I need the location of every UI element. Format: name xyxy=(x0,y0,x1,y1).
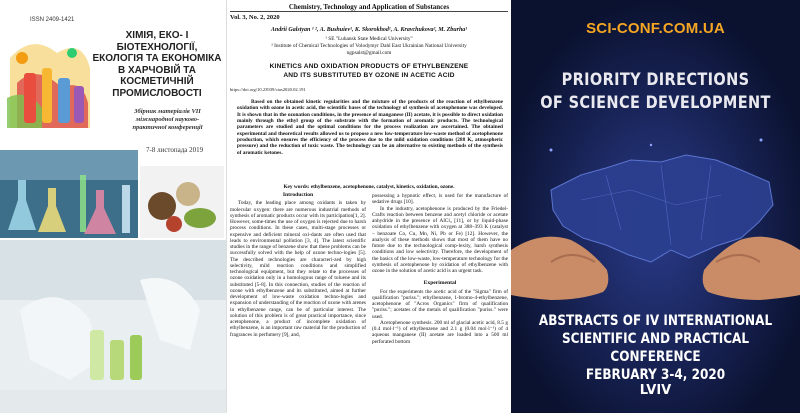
author-email: ngpsalst@gmail.com xyxy=(346,50,392,56)
headline-line-2: OF SCIENCE DEVELOPMENT xyxy=(540,93,771,112)
subtitle-line-3: FEBRUARY 3-4, 2020 xyxy=(585,367,726,383)
left-column xyxy=(230,190,366,338)
experimental-para-1: For the experiments the acetic acid of the "Sigma" firm of qualification "puriss."; ethylbenzene, 1-bromo-4-ethylbenzene, acetophenone of "Acros Organics" firm of qualification "puriss."; acetates of the metals of qualification "puriss." were used. xyxy=(372,288,508,320)
cover-issn: ISSN 2409-1421 xyxy=(30,17,75,23)
right-column-para-2: In the industry, acetophenone is produced by the Friedel-Crafts reaction between benzene and acetyl chloride or acetate anhydride in the presence of AlCl₃ [11], or by liquid-phase oxidation of ethylbenzene with oxygen at 388–393 K (catalyst – benzoate Co, Cu, Mn, Ni, Pb or Fe) [12]. However, the analysis of these methods shows that most of them have no future due to the technological comp-lexity, harsh synthesis conditions and low selectivity. Therefore, the development of the basics of the low-waste, low-temperature technology for the synthesis of acetophenone by oxidation of ethylbenzene with ozone in the solution of acetic acid is an urgent task. xyxy=(372,205,508,274)
cover-date: 7-8 листопада 2019 xyxy=(146,146,204,154)
article-authors: Andrii Galstyan ¹ ², A. Bushuiev¹, K. Skorokhod¹, A. Kravchukova², M. Zburha¹ xyxy=(270,27,468,33)
subtitle-line-1: ABSTRACTS OF IV INTERNATIONAL xyxy=(538,313,773,329)
subtitle-line-2: SCIENTIFIC AND PRACTICAL CONFERENCE xyxy=(561,331,750,365)
header-rule xyxy=(230,11,508,12)
article-title xyxy=(237,62,501,80)
conference-poster xyxy=(511,0,800,413)
introduction-text: Today, the leading place among oxidants is taken by molecular oxygen: there are numerous industrial methods of synthesis of aromatic products occur with its participation[1, 2]. However, some-times the use of oxygen is rejected due to harsh process conditions. In these cases, multi-stage processes or expensive and deficient mineral oxi-dants are often used that leads to environmental pollution [3, 4]. The latest scientific studies in the range of benzene show that these problems can be successfully solved with the help of ozone techno-logies [5]. The described technologies are characteri-zed by high selectivity, mild reaction conditions and simplified technological equipment, but they relate to the processes of ozone oxidation only in a homologous range of toluene and its substituted [5-8]. In this connection, studies of the reaction of ozone with ethylbenzene and its substituted, aimed at further development of low-waste oxidation techno-logies and expansion of understanding of the reaction of ozone with arenes in ethylbenzene range, can be of particular interest. The solution of this problem is of great practical importance, since acetophenone, a product of incomplete oxidation of ethylbenzene, is an important raw material for the production of fragrances in perfumery [9], and, xyxy=(230,200,366,338)
introduction-heading: Introduction xyxy=(282,192,314,198)
article-title-line-2: AND ITS SUBSTITUTED BY OZONE IN ACETIC ACID xyxy=(283,72,455,79)
cover-subtitle: Збірник матеріалів VII міжнародної науково-практичної конференції xyxy=(132,108,203,131)
article-title-line-1: KINETICS AND OXIDATION PRODUCTS OF ETHYLBENZENE xyxy=(269,63,469,70)
hands-lab-image xyxy=(0,240,226,413)
right-column xyxy=(372,193,508,345)
site-url: SCI-CONF.COM.UA xyxy=(586,20,725,37)
vegetables-image xyxy=(140,166,224,238)
abstract-text: Based on the obtained kinetic regularities and the mixture of the products of the reaction of ethylbenzene oxidation with ozone in acetic acid, the scientific bases of the technology of synthesis of acetophenone was developed. It is shown that in the ozonation conditions, in the presence of manganese (II) acetate, it is possible to direct oxidation mainly through the ethyl group of the substrate with the formation of aromatic products. The technological parameters are studied and the optimal conditions for the process realization are ascertained. The obtained experimental and theoretical results allowed us to propose a new low-temperature low-waste method of acetophenone production, which ensures the efficiency of the process due to the mild oxidation conditions (288 K, atmospheric pressure) and the reduction of toxic waste. The technology can be an alternative to existing methods of the synthesis of aromatic ketones. xyxy=(237,99,503,156)
keywords: Key words: ethylbenzene, acetophenone, catalyst, kinetics, oxidation, ozone. xyxy=(283,184,455,190)
experimental-heading: Experimental xyxy=(423,280,457,287)
affiliation-1: ¹ SE "Luhansk State Medical University" xyxy=(325,36,413,42)
cover-title: ХІМІЯ, ЕКО- І БІОТЕХНОЛОГІЇ, ЕКОЛОГІЯ ТА ЕКОНОМІКА В ХАРЧОВІЙ ТА КОСМЕТИЧНІЙ ПРОМИСЛОВОСТІ xyxy=(92,30,222,99)
headline-line-1: PRIORITY DIRECTIONS xyxy=(561,70,750,89)
running-header: Chemistry, Technology and Application of Substances xyxy=(288,3,450,11)
proceedings-cover xyxy=(0,0,227,413)
doi-link[interactable]: https://doi.org/10.23939/ctas2020.02.191 xyxy=(230,87,306,92)
poster-headline xyxy=(528,68,782,114)
affiliation-2: ² Institute of Chemical Technologies of Volodymyr Dahl East Ukrainian National University xyxy=(271,43,467,49)
right-column-para-1: possessing a hypnotic effect, is used for the manufacture of sedative drugs [10]. xyxy=(372,193,508,206)
colorful-liquids-image xyxy=(2,28,94,138)
volume-label: Vol. 3, No. 2, 2020 xyxy=(230,14,280,21)
poster-city: LVIV xyxy=(639,383,672,398)
experimental-para-2: Acetophenone synthesis. 200 ml of glacial acetic acid, 8.5 g (0.4 mol·l⁻¹) of ethylbenzene and 2.1 g (0.04 mol·l⁻¹) of 4 aqueous manganese (II) acetate are loaded into a 500 ml perforated bottom xyxy=(372,319,508,345)
journal-article xyxy=(227,0,511,413)
poster-subtitle xyxy=(531,312,780,384)
lab-glassware-image xyxy=(0,150,138,238)
